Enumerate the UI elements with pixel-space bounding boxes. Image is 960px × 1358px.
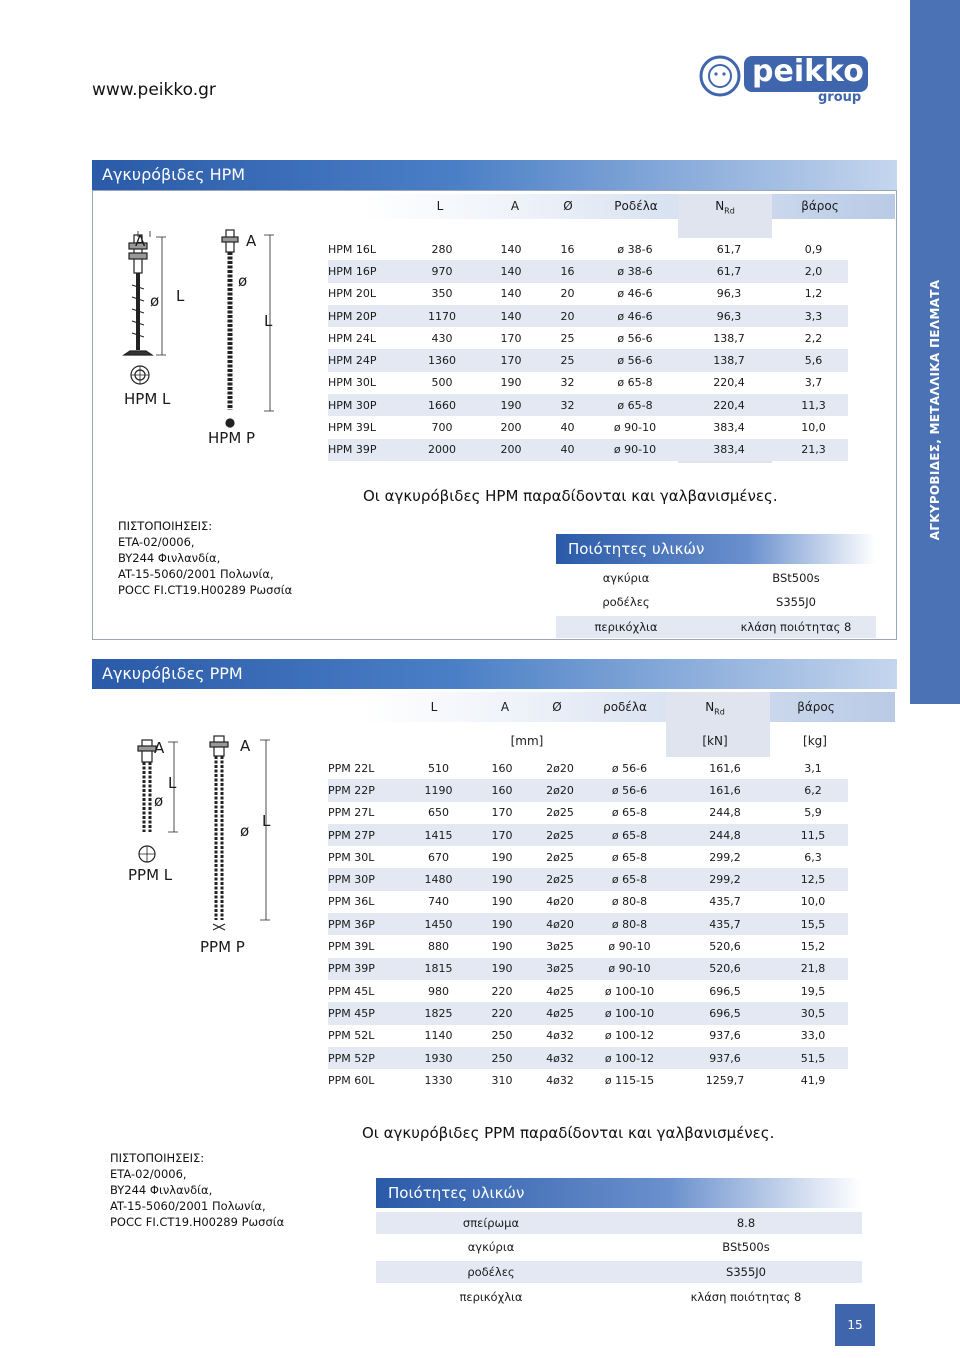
table-row <box>328 1069 848 1091</box>
ppm-cert-3: AT-15-5060/2001 Πολωνία, <box>110 1199 266 1213</box>
table-cell: 170 <box>478 327 544 349</box>
table-cell: 220,4 <box>679 372 779 394</box>
table-cell: ø 38-6 <box>591 260 679 282</box>
table-cell: 25 <box>544 349 591 371</box>
table-cell: 190 <box>471 868 533 890</box>
table-cell: 33,0 <box>778 1025 848 1047</box>
table-cell: 435,7 <box>672 913 778 935</box>
table-cell: ø 65-8 <box>587 802 672 824</box>
table-cell: PPM 27P <box>328 824 406 846</box>
table-cell: ø 90-10 <box>591 416 679 438</box>
hpm-p-label: HPM P <box>208 429 256 447</box>
hpm-note: Οι αγκυρόβιδες HPM παραδίδονται και γαλβανισμένες. <box>363 487 778 505</box>
table-cell: ø 90-10 <box>587 935 672 957</box>
table-row <box>328 349 848 371</box>
table-cell: 980 <box>406 980 471 1002</box>
table-cell: 430 <box>406 327 478 349</box>
table-cell: 170 <box>478 349 544 371</box>
table-row <box>328 283 848 305</box>
hpm-hdr-nrd: $N_{Rd}$ <box>715 199 735 216</box>
ppm-hdr-l: L <box>430 700 438 714</box>
table-cell: 2ø25 <box>533 802 587 824</box>
table-cell: 12,5 <box>778 868 848 890</box>
hpm-drawings <box>110 225 300 455</box>
table-cell: 1815 <box>406 958 471 980</box>
hpm-l-dim-d: ø <box>150 292 160 310</box>
table-cell: 2ø25 <box>533 868 587 890</box>
hpm-title: Αγκυρόβιδες HPM <box>92 160 897 190</box>
table-cell: HPM 30L <box>328 372 406 394</box>
table-cell: PPM 39L <box>328 935 406 957</box>
table-cell: 4ø32 <box>533 1069 587 1091</box>
hpm-cert-4: POCC FI.CT19.H00289 Ρωσσία <box>118 583 293 597</box>
table-row <box>328 958 848 980</box>
hpm-cert-3: AT-15-5060/2001 Πολωνία, <box>118 567 274 581</box>
ppm-hdr-a: A <box>500 700 510 714</box>
table-cell: ø 65-8 <box>587 824 672 846</box>
hpm-quality-row: αγκύρια BSt500s <box>556 567 876 589</box>
table-cell: 15,2 <box>778 935 848 957</box>
table-cell: 170 <box>471 824 533 846</box>
ppm-cert-2: BY244 Φινλανδία, <box>110 1183 213 1197</box>
peikko-logo <box>698 52 870 108</box>
table-cell: HPM 16L <box>328 238 406 260</box>
table-cell: PPM 36L <box>328 891 406 913</box>
table-cell: 1140 <box>406 1025 471 1047</box>
table-cell: ø 90-10 <box>587 958 672 980</box>
table-cell: 3,1 <box>778 757 848 779</box>
table-cell: 1259,7 <box>672 1069 778 1091</box>
table-cell: 3ø25 <box>533 935 587 957</box>
table-cell: 2,0 <box>779 260 848 282</box>
hpm-hdr-l: L <box>436 199 444 213</box>
ppm-l-dim-d: ø <box>154 792 164 810</box>
table-cell: 200 <box>478 416 544 438</box>
table-cell: 3,3 <box>779 305 848 327</box>
ppm-p-dim-a: A <box>240 737 251 755</box>
table-cell: 6,2 <box>778 779 848 801</box>
table-cell: 2ø20 <box>533 757 587 779</box>
table-cell: ø 56-6 <box>591 327 679 349</box>
table-cell: 4ø32 <box>533 1047 587 1069</box>
table-cell: 140 <box>478 283 544 305</box>
table-cell: ø 115-15 <box>587 1069 672 1091</box>
table-cell: 140 <box>478 305 544 327</box>
table-cell: ø 90-10 <box>591 439 679 461</box>
table-cell: 4ø20 <box>533 891 587 913</box>
table-cell: ø 56-6 <box>591 349 679 371</box>
table-cell: HPM 39L <box>328 416 406 438</box>
table-cell: 1,2 <box>779 283 848 305</box>
ppm-unit-mm: [mm] <box>510 734 544 748</box>
table-cell: ø 80-8 <box>587 913 672 935</box>
ppm-cert-1: ETA-02/0006, <box>110 1167 187 1181</box>
hpm-hdr-weight: βάρος <box>801 199 839 213</box>
table-row <box>328 935 848 957</box>
hpm-quality-row: περικόχλια κλάση ποιότητας 8 <box>556 616 876 638</box>
table-cell: 383,4 <box>679 439 779 461</box>
table-cell: 350 <box>406 283 478 305</box>
hpm-l-drawing <box>124 231 166 384</box>
table-row <box>328 779 848 801</box>
ppm-table <box>328 757 848 1091</box>
table-cell: 30,5 <box>778 1002 848 1024</box>
table-cell: 299,2 <box>672 868 778 890</box>
table-cell: 1480 <box>406 868 471 890</box>
table-row <box>328 1047 848 1069</box>
table-cell: 1450 <box>406 913 471 935</box>
ppm-title: Αγκυρόβιδες PPM <box>92 659 897 689</box>
table-cell: 40 <box>544 416 591 438</box>
table-row <box>328 305 848 327</box>
table-cell: 21,8 <box>778 958 848 980</box>
table-cell: 3,7 <box>779 372 848 394</box>
table-cell: 2ø25 <box>533 824 587 846</box>
table-cell: HPM 20P <box>328 305 406 327</box>
table-cell: 500 <box>406 372 478 394</box>
ppm-hdr-washer: ροδέλα <box>603 700 647 714</box>
table-cell: 138,7 <box>679 327 779 349</box>
table-cell: 161,6 <box>672 757 778 779</box>
table-cell: 2ø25 <box>533 846 587 868</box>
table-cell: 435,7 <box>672 891 778 913</box>
table-cell: 10,0 <box>778 891 848 913</box>
table-cell: HPM 16P <box>328 260 406 282</box>
table-cell: PPM 45P <box>328 1002 406 1024</box>
table-cell: 200 <box>478 439 544 461</box>
table-cell: 161,6 <box>672 779 778 801</box>
table-cell: 4ø25 <box>533 1002 587 1024</box>
table-cell: PPM 36P <box>328 913 406 935</box>
table-cell: 937,6 <box>672 1047 778 1069</box>
table-cell: 696,5 <box>672 980 778 1002</box>
table-cell: 4ø20 <box>533 913 587 935</box>
table-row <box>328 824 848 846</box>
table-cell: 190 <box>471 846 533 868</box>
table-cell: 25 <box>544 327 591 349</box>
table-cell: 650 <box>406 802 471 824</box>
table-cell: 1360 <box>406 349 478 371</box>
table-cell: ø 100-10 <box>587 1002 672 1024</box>
table-cell: 41,9 <box>778 1069 848 1091</box>
table-cell: 32 <box>544 394 591 416</box>
table-cell: ø 65-8 <box>591 394 679 416</box>
table-cell: 160 <box>471 757 533 779</box>
table-cell: 190 <box>478 394 544 416</box>
table-cell: 937,6 <box>672 1025 778 1047</box>
table-cell: ø 80-8 <box>587 891 672 913</box>
table-cell: PPM 27L <box>328 802 406 824</box>
table-cell: 696,5 <box>672 1002 778 1024</box>
table-cell: ø 56-6 <box>587 779 672 801</box>
table-cell: 2,2 <box>779 327 848 349</box>
table-cell: 190 <box>471 958 533 980</box>
table-cell: HPM 20L <box>328 283 406 305</box>
ppm-p-dim-d: ø <box>240 822 250 840</box>
table-cell: 21,3 <box>779 439 848 461</box>
table-row <box>328 757 848 779</box>
table-cell: HPM 39P <box>328 439 406 461</box>
table-cell: 2ø20 <box>533 779 587 801</box>
hpm-p-dim-a: A <box>246 232 257 250</box>
table-cell: 250 <box>471 1047 533 1069</box>
table-cell: 5,9 <box>778 802 848 824</box>
table-cell: 383,4 <box>679 416 779 438</box>
table-row <box>328 372 848 394</box>
table-cell: 4ø25 <box>533 980 587 1002</box>
hpm-quality-title: Ποιότητες υλικών <box>556 534 876 564</box>
table-cell: 138,7 <box>679 349 779 371</box>
table-cell: 190 <box>471 891 533 913</box>
ppm-hdr-weight: βάρος <box>797 700 835 714</box>
table-cell: ø 100-10 <box>587 980 672 1002</box>
ppm-cert-4: POCC FI.CT19.H00289 Ρωσσία <box>110 1215 285 1229</box>
table-cell: 4ø32 <box>533 1025 587 1047</box>
hpm-l-dim-a: A <box>135 232 146 250</box>
table-cell: 160 <box>471 779 533 801</box>
table-cell: 520,6 <box>672 935 778 957</box>
logo-sub: group <box>818 90 862 105</box>
table-cell: 510 <box>406 757 471 779</box>
ppm-certs-title: ΠΙΣΤΟΠΟΙΗΣΕΙΣ: <box>110 1151 205 1165</box>
table-cell: 16 <box>544 260 591 282</box>
table-cell: 740 <box>406 891 471 913</box>
table-cell: ø 65-8 <box>587 868 672 890</box>
table-row <box>328 1025 848 1047</box>
table-cell: 970 <box>406 260 478 282</box>
table-cell: PPM 22L <box>328 757 406 779</box>
hpm-cert-2: BY244 Φινλανδία, <box>118 551 221 565</box>
table-cell: PPM 60L <box>328 1069 406 1091</box>
table-cell: PPM 22P <box>328 779 406 801</box>
table-cell: PPM 45L <box>328 980 406 1002</box>
ppm-quality-row: περικόχλια κλάση ποιότητας 8 <box>376 1286 862 1308</box>
hpm-hdr-d: Ø <box>563 199 573 213</box>
table-cell: 3ø25 <box>533 958 587 980</box>
table-row <box>328 846 848 868</box>
table-cell: ø 65-8 <box>591 372 679 394</box>
table-cell: 61,7 <box>679 238 779 260</box>
hpm-p-dim-d: ø <box>238 272 248 290</box>
table-cell: ø 46-6 <box>591 283 679 305</box>
ppm-hdr-d: Ø <box>552 700 562 714</box>
table-cell: 220,4 <box>679 394 779 416</box>
table-cell: 220 <box>471 1002 533 1024</box>
table-cell: ø 46-6 <box>591 305 679 327</box>
table-row <box>328 1002 848 1024</box>
table-cell: 1190 <box>406 779 471 801</box>
table-cell: 20 <box>544 305 591 327</box>
table-cell: 170 <box>471 802 533 824</box>
ppm-certs <box>110 1150 284 1230</box>
hpm-hdr-washer: Ροδέλα <box>614 199 658 213</box>
table-cell: 190 <box>471 935 533 957</box>
page-number: 15 <box>835 1304 875 1346</box>
table-cell: 0,9 <box>779 238 848 260</box>
ppm-l-dim-a: A <box>154 739 165 757</box>
table-row <box>328 327 848 349</box>
table-row <box>328 980 848 1002</box>
table-row <box>328 416 848 438</box>
table-cell: HPM 24P <box>328 349 406 371</box>
ppm-l-label: PPM L <box>128 866 173 884</box>
table-cell: ø 100-12 <box>587 1025 672 1047</box>
table-cell: 250 <box>471 1025 533 1047</box>
table-cell: PPM 39P <box>328 958 406 980</box>
hpm-cert-1: ETA-02/0006, <box>118 535 195 549</box>
table-row <box>328 868 848 890</box>
table-cell: 1330 <box>406 1069 471 1091</box>
table-cell: ø 65-8 <box>587 846 672 868</box>
hpm-certs <box>118 518 292 598</box>
table-cell: PPM 52L <box>328 1025 406 1047</box>
table-cell: 6,3 <box>778 846 848 868</box>
table-cell: 96,3 <box>679 305 779 327</box>
table-cell: 1170 <box>406 305 478 327</box>
hpm-l-dim-l: L <box>176 287 185 305</box>
table-cell: PPM 30L <box>328 846 406 868</box>
ppm-hdr-nrd: $N_{Rd}$ <box>705 700 725 717</box>
hpm-hdr-a: A <box>510 199 520 213</box>
ppm-quality-row: σπείρωμα 8.8 <box>376 1212 862 1234</box>
table-cell: 19,5 <box>778 980 848 1002</box>
table-cell: 880 <box>406 935 471 957</box>
table-cell: 1415 <box>406 824 471 846</box>
side-tab-label: ΑΓΚΥΡΟΒΙΔΕΣ, ΜΕΤΑΛΛΙΚΑ ΠΕΛΜΑΤΑ <box>928 279 942 541</box>
table-row <box>328 891 848 913</box>
table-cell: 140 <box>478 238 544 260</box>
ppm-unit-kg: [kg] <box>803 734 827 748</box>
hpm-p-dim-l: L <box>264 312 273 330</box>
table-cell: 1825 <box>406 1002 471 1024</box>
table-cell: 51,5 <box>778 1047 848 1069</box>
table-cell: 2000 <box>406 439 478 461</box>
table-cell: PPM 52P <box>328 1047 406 1069</box>
hpm-l-label: HPM L <box>124 390 171 408</box>
table-cell: 310 <box>471 1069 533 1091</box>
ppm-quality-row: ροδέλες S355J0 <box>376 1261 862 1283</box>
table-cell: HPM 30P <box>328 394 406 416</box>
table-cell: HPM 24L <box>328 327 406 349</box>
table-cell: ø 56-6 <box>587 757 672 779</box>
table-row <box>328 394 848 416</box>
table-cell: PPM 30P <box>328 868 406 890</box>
hpm-table <box>328 238 848 461</box>
table-row <box>328 238 848 260</box>
table-cell: 190 <box>471 913 533 935</box>
ppm-l-dim-l: L <box>168 774 177 792</box>
table-cell: 15,5 <box>778 913 848 935</box>
table-cell: 5,6 <box>779 349 848 371</box>
table-cell: 11,3 <box>779 394 848 416</box>
ppm-p-dim-l: L <box>262 812 271 830</box>
table-cell: 96,3 <box>679 283 779 305</box>
table-cell: 10,0 <box>779 416 848 438</box>
table-row <box>328 260 848 282</box>
table-cell: 520,6 <box>672 958 778 980</box>
table-cell: 61,7 <box>679 260 779 282</box>
ppm-quality-title: Ποιότητες υλικών <box>376 1178 862 1208</box>
table-cell: 670 <box>406 846 471 868</box>
table-cell: 220 <box>471 980 533 1002</box>
table-cell: 20 <box>544 283 591 305</box>
website-url[interactable]: www.peikko.gr <box>92 80 216 100</box>
table-cell: 11,5 <box>778 824 848 846</box>
table-cell: 700 <box>406 416 478 438</box>
ppm-drawings <box>110 732 300 962</box>
table-cell: 1660 <box>406 394 478 416</box>
table-cell: 40 <box>544 439 591 461</box>
table-cell: 244,8 <box>672 824 778 846</box>
hpm-quality-row: ροδέλες S355J0 <box>556 591 876 613</box>
table-cell: 280 <box>406 238 478 260</box>
ppm-p-label: PPM P <box>200 938 245 956</box>
ppm-unit-kn: [kN] <box>702 734 728 748</box>
ppm-note: Οι αγκυρόβιδες PPM παραδίδονται και γαλβανισμένες. <box>362 1124 775 1142</box>
table-cell: ø 100-12 <box>587 1047 672 1069</box>
table-cell: ø 38-6 <box>591 238 679 260</box>
table-cell: 1930 <box>406 1047 471 1069</box>
hpm-certs-title: ΠΙΣΤΟΠΟΙΗΣΕΙΣ: <box>118 519 213 533</box>
table-row <box>328 913 848 935</box>
ppm-quality-row: αγκύρια BSt500s <box>376 1236 862 1258</box>
table-cell: 190 <box>478 372 544 394</box>
table-cell: 244,8 <box>672 802 778 824</box>
table-cell: 32 <box>544 372 591 394</box>
table-row <box>328 439 848 461</box>
table-cell: 16 <box>544 238 591 260</box>
table-row <box>328 802 848 824</box>
table-cell: 140 <box>478 260 544 282</box>
logo-brand: peikko <box>752 54 864 89</box>
table-cell: 299,2 <box>672 846 778 868</box>
